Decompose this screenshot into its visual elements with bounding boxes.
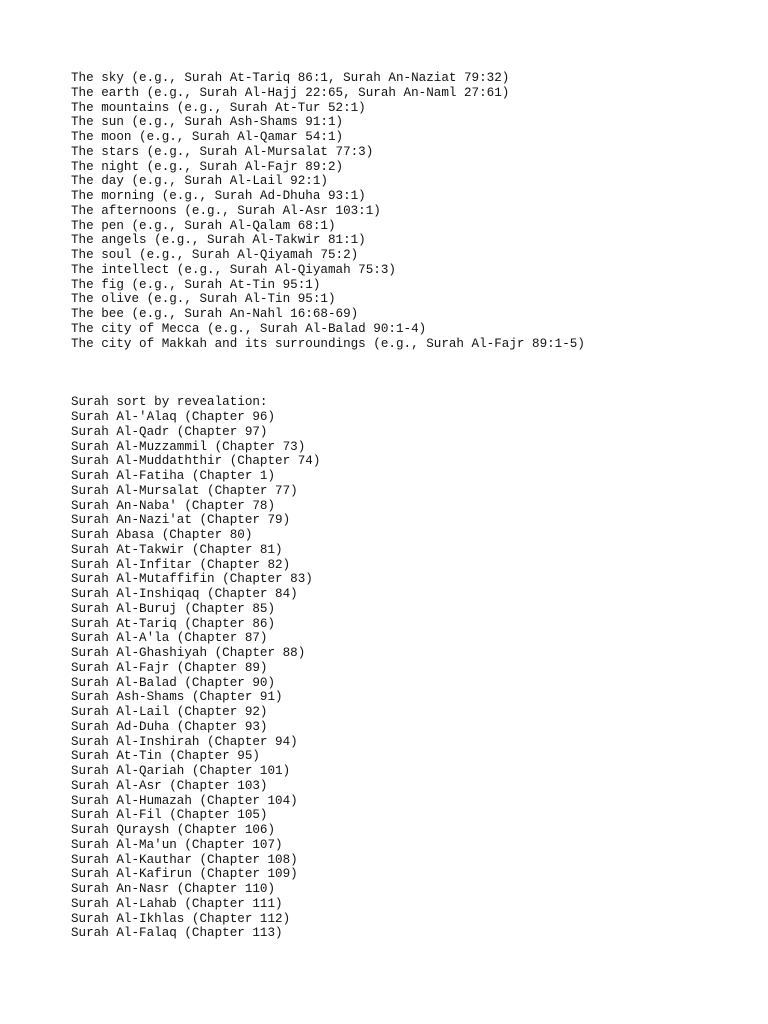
list-item: The stars (e.g., Surah Al-Mursalat 77:3) <box>71 144 374 159</box>
list-item: Surah Al-Kafirun (Chapter 109) <box>71 867 298 882</box>
list-item: The bee (e.g., Surah An-Nahl 16:68-69) <box>71 307 359 321</box>
list-item: Surah Al-Lail (Chapter 92) <box>71 705 268 719</box>
list-item: Surah Al-Buruj (Chapter 85) <box>71 601 276 616</box>
list-item: Surah Al-Lahab (Chapter 111) <box>71 896 283 911</box>
list-item: The intellect (e.g., Surah Al-Qiyamah 75:3) <box>71 262 396 277</box>
list-item: The day (e.g., Surah Al-Lail 92:1) <box>71 174 328 189</box>
list-item: Surah Abasa (Chapter 80) <box>71 528 253 542</box>
list-item: Surah Al-Ikhlas (Chapter 112) <box>71 911 291 926</box>
list-item: Surah Al-Falaq (Chapter 113) <box>71 926 283 941</box>
list-item: The pen (e.g., Surah Al-Qalam 68:1) <box>71 218 336 233</box>
list-item: The city of Mecca (e.g., Surah Al-Balad 90:1-4) <box>71 321 427 336</box>
list-item: Surah An-Nasr (Chapter 110) <box>71 882 276 896</box>
list-item: Surah Al-Ghashiyah (Chapter 88) <box>71 646 306 660</box>
list-item: Surah At-Tin (Chapter 95) <box>71 749 260 764</box>
list-item: The earth (e.g., Surah Al-Hajj 22:65, Surah An-Naml 27:61) <box>71 85 510 100</box>
list-item: Surah Al-Fatiha (Chapter 1) <box>71 469 276 483</box>
list-item: Surah Ad-Duha (Chapter 93) <box>71 719 268 734</box>
list-item: The mountains (e.g., Surah At-Tur 52:1) <box>71 100 366 115</box>
list-item: The olive (e.g., Surah Al-Tin 95:1) <box>71 292 336 307</box>
list-item: Surah An-Naba' (Chapter 78) <box>71 498 276 513</box>
list-item: Surah Al-Qadr (Chapter 97) <box>71 424 268 439</box>
list-item: Surah Al-Infitar (Chapter 82) <box>71 557 291 572</box>
list-item: Surah Al-Mursalat (Chapter 77) <box>71 483 298 498</box>
list-item: The city of Makkah and its surroundings (e.g., Surah Al-Fajr 89:1-5) <box>71 336 585 351</box>
list-item: Surah Al-Qariah (Chapter 101) <box>71 764 291 778</box>
list-item: Surah At-Takwir (Chapter 81) <box>71 542 283 557</box>
list-item: Surah Al-Fil (Chapter 105) <box>71 808 268 823</box>
list-item: The sun (e.g., Surah Ash-Shams 91:1) <box>71 115 344 130</box>
document-page <box>71 71 768 941</box>
list-item: Surah Al-Balad (Chapter 90) <box>71 675 276 690</box>
list-item: Surah Al-Inshirah (Chapter 94) <box>71 734 298 749</box>
list-item: Surah Al-Humazah (Chapter 104) <box>71 793 298 808</box>
oaths-list <box>71 71 768 351</box>
list-item: Surah Al-'Alaq (Chapter 96) <box>71 410 276 424</box>
list-item: Surah Al-Muzzammil (Chapter 73) <box>71 439 306 454</box>
list-item: Surah Al-Kauthar (Chapter 108) <box>71 852 298 867</box>
list-item: The afternoons (e.g., Surah Al-Asr 103:1) <box>71 203 381 218</box>
list-item: Surah Al-Muddaththir (Chapter 74) <box>71 454 321 469</box>
list-item: Surah Al-Mutaffifin (Chapter 83) <box>71 572 313 587</box>
list-item: The sky (e.g., Surah At-Tariq 86:1, Surah An-Naziat 79:32) <box>71 71 510 85</box>
revelation-section <box>71 395 768 941</box>
list-item: Surah Al-Fajr (Chapter 89) <box>71 660 268 675</box>
list-item: Surah Ash-Shams (Chapter 91) <box>71 690 283 705</box>
list-item: The moon (e.g., Surah Al-Qamar 54:1) <box>71 130 344 144</box>
list-item: The fig (e.g., Surah At-Tin 95:1) <box>71 277 321 292</box>
list-item: Surah Al-Asr (Chapter 103) <box>71 778 268 793</box>
list-item: Surah An-Nazi'at (Chapter 79) <box>71 513 291 528</box>
list-item: Surah Al-A'la (Chapter 87) <box>71 631 268 646</box>
list-item: Surah Al-Inshiqaq (Chapter 84) <box>71 587 298 601</box>
list-item: The morning (e.g., Surah Ad-Dhuha 93:1) <box>71 189 366 203</box>
list-item: The angels (e.g., Surah Al-Takwir 81:1) <box>71 233 366 248</box>
list-item: Surah At-Tariq (Chapter 86) <box>71 616 276 631</box>
list-item: Surah Al-Ma'un (Chapter 107) <box>71 837 283 852</box>
section-heading: Surah sort by revealation: <box>71 395 268 410</box>
list-item: Surah Quraysh (Chapter 106) <box>71 823 276 837</box>
list-item: The soul (e.g., Surah Al-Qiyamah 75:2) <box>71 248 359 262</box>
list-item: The night (e.g., Surah Al-Fajr 89:2) <box>71 159 344 174</box>
